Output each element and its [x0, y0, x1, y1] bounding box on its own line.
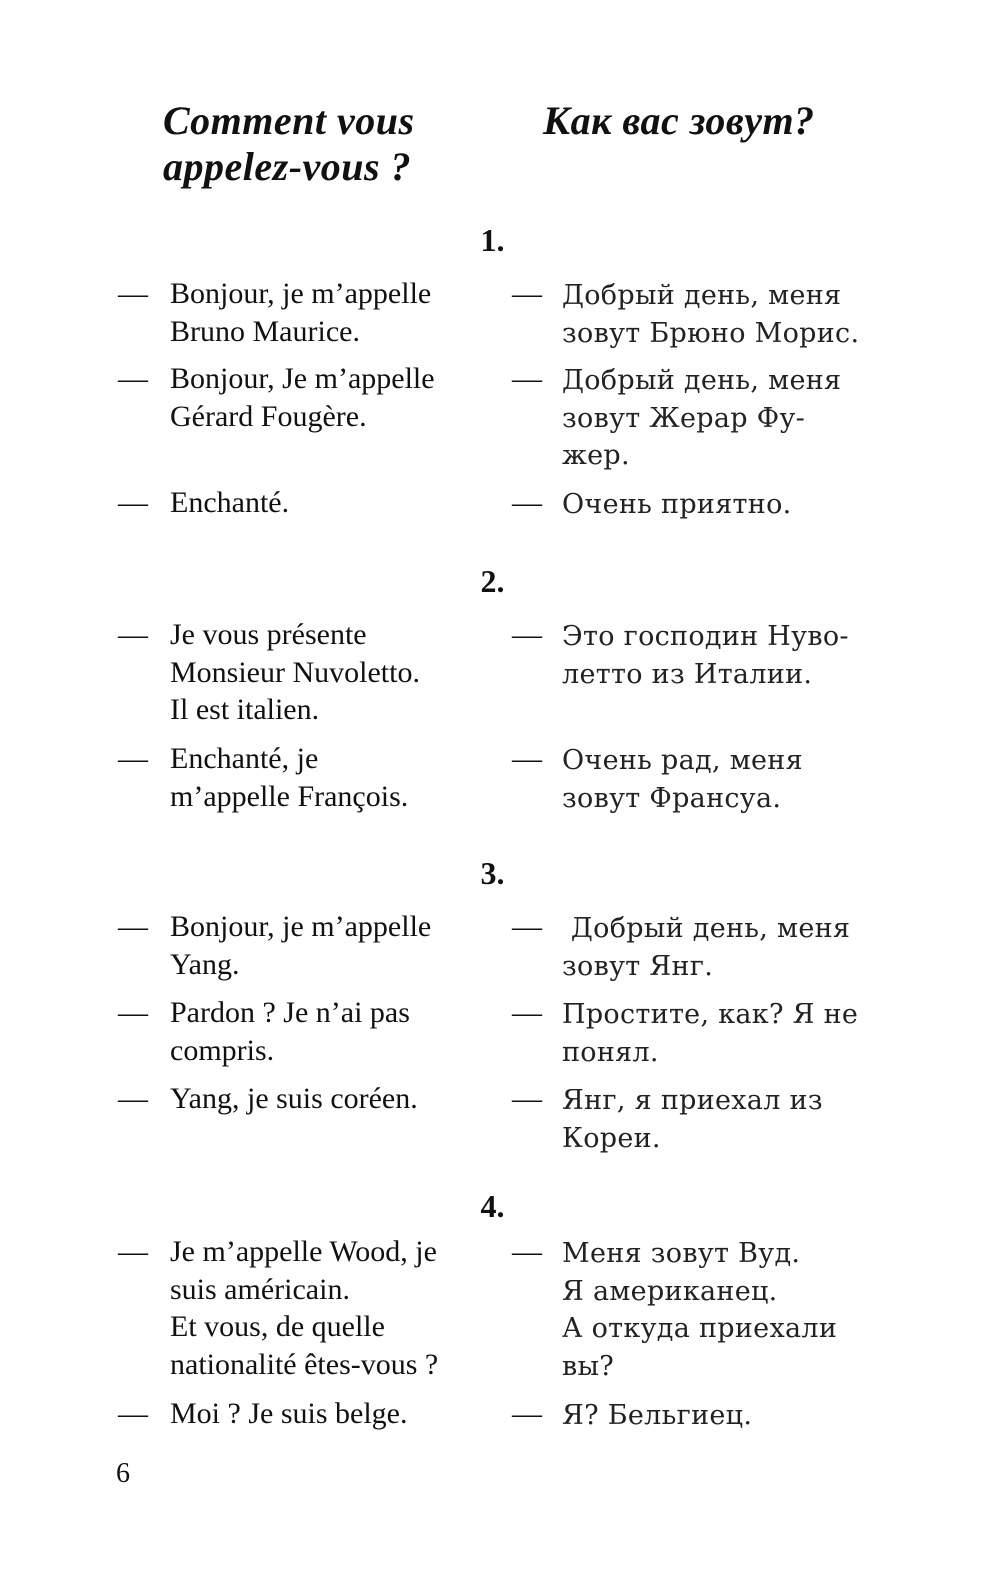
- french-line: Bruno Maurice.: [170, 314, 360, 348]
- russian-line: Меня зовут Вуд.: [562, 1238, 801, 1269]
- dash-russian: —: [512, 362, 542, 395]
- dialogue-number: 1.: [480, 222, 505, 258]
- dash-russian: —: [512, 910, 542, 943]
- russian-line: Добрый день, меня: [562, 280, 842, 311]
- russian-line: Очень рад, меня: [562, 745, 803, 776]
- dash-french: —: [118, 1235, 148, 1268]
- dialogue-number: 3.: [480, 855, 505, 891]
- french-title-line-1: Comment vous: [163, 98, 415, 143]
- french-line: Et vous, de quelle: [170, 1310, 385, 1343]
- dash-russian: —: [512, 742, 542, 775]
- dash-russian: —: [512, 1397, 542, 1430]
- dash-french: —: [118, 486, 148, 519]
- dash-french: —: [118, 910, 148, 943]
- russian-line: вы?: [562, 1350, 615, 1382]
- russian-line: Кореи.: [562, 1122, 661, 1154]
- russian-line: понял.: [562, 1036, 659, 1068]
- russian-line: зовут Янг.: [562, 950, 714, 982]
- dialogue-number: 2.: [480, 563, 505, 599]
- russian-line: Очень приятно.: [562, 489, 792, 520]
- french-line: Je vous présente: [170, 618, 367, 651]
- french-title-line-2: appelez-vous ?: [163, 144, 412, 189]
- russian-line: Добрый день, меня: [562, 913, 851, 944]
- french-line: Yang.: [170, 947, 240, 981]
- dash-russian: —: [512, 996, 542, 1029]
- dash-russian: —: [512, 277, 542, 310]
- russian-line: зовут Жерар Фу-: [562, 402, 806, 434]
- russian-line: Янг, я приехал из: [562, 1085, 823, 1116]
- dash-french: —: [118, 996, 148, 1029]
- french-line: Moi ? Je suis belge.: [170, 1397, 408, 1430]
- dash-french: —: [118, 277, 148, 310]
- dash-russian: —: [512, 486, 542, 519]
- russian-line: Добрый день, меня: [562, 365, 842, 396]
- french-line: Je m’appelle Wood, je: [170, 1235, 437, 1268]
- french-line: Bonjour, Je m’appelle: [170, 362, 435, 395]
- french-line: Monsieur Nuvoletto.: [170, 655, 420, 689]
- russian-line: зовут Франсуа.: [562, 782, 782, 814]
- french-line: suis américain.: [170, 1272, 350, 1306]
- french-line: m’appelle François.: [170, 779, 409, 813]
- russian-line: жер.: [562, 440, 630, 471]
- french-line: Yang, je suis coréen.: [170, 1082, 418, 1115]
- page-number: 6: [116, 1458, 130, 1489]
- dash-russian: —: [512, 1235, 542, 1268]
- french-line: Gérard Fougère.: [170, 399, 367, 433]
- russian-line: зовут Брюно Морис.: [562, 317, 860, 349]
- russian-line: Это господин Нуво-: [562, 621, 849, 652]
- russian-title: Как вас зовут?: [543, 98, 815, 143]
- french-line: Bonjour, je m’appelle: [170, 910, 432, 943]
- dash-french: —: [118, 742, 148, 775]
- dash-russian: —: [512, 618, 542, 651]
- french-line: Enchanté.: [170, 486, 290, 519]
- dash-french: —: [118, 362, 148, 395]
- dash-french: —: [118, 1082, 148, 1115]
- dash-russian: —: [512, 1082, 542, 1115]
- dialogue-number: 4.: [480, 1188, 505, 1224]
- french-line: compris.: [170, 1033, 275, 1067]
- russian-line: Я американец.: [562, 1275, 778, 1307]
- dash-french: —: [118, 618, 148, 651]
- russian-line: Простите, как? Я не: [562, 999, 859, 1030]
- french-line: Enchanté, je: [170, 742, 319, 775]
- french-line: Il est italien.: [170, 693, 320, 726]
- french-line: nationalité êtes-vous ?: [170, 1347, 439, 1381]
- russian-line: Я? Бельгиец.: [562, 1400, 753, 1431]
- french-title: [163, 98, 463, 190]
- dash-french: —: [118, 1397, 148, 1430]
- russian-line: летто из Италии.: [562, 658, 813, 690]
- french-line: Bonjour, je m’appelle: [170, 277, 432, 310]
- russian-line: А откуда приехали: [562, 1313, 838, 1344]
- french-line: Pardon ? Je n’ai pas: [170, 996, 410, 1029]
